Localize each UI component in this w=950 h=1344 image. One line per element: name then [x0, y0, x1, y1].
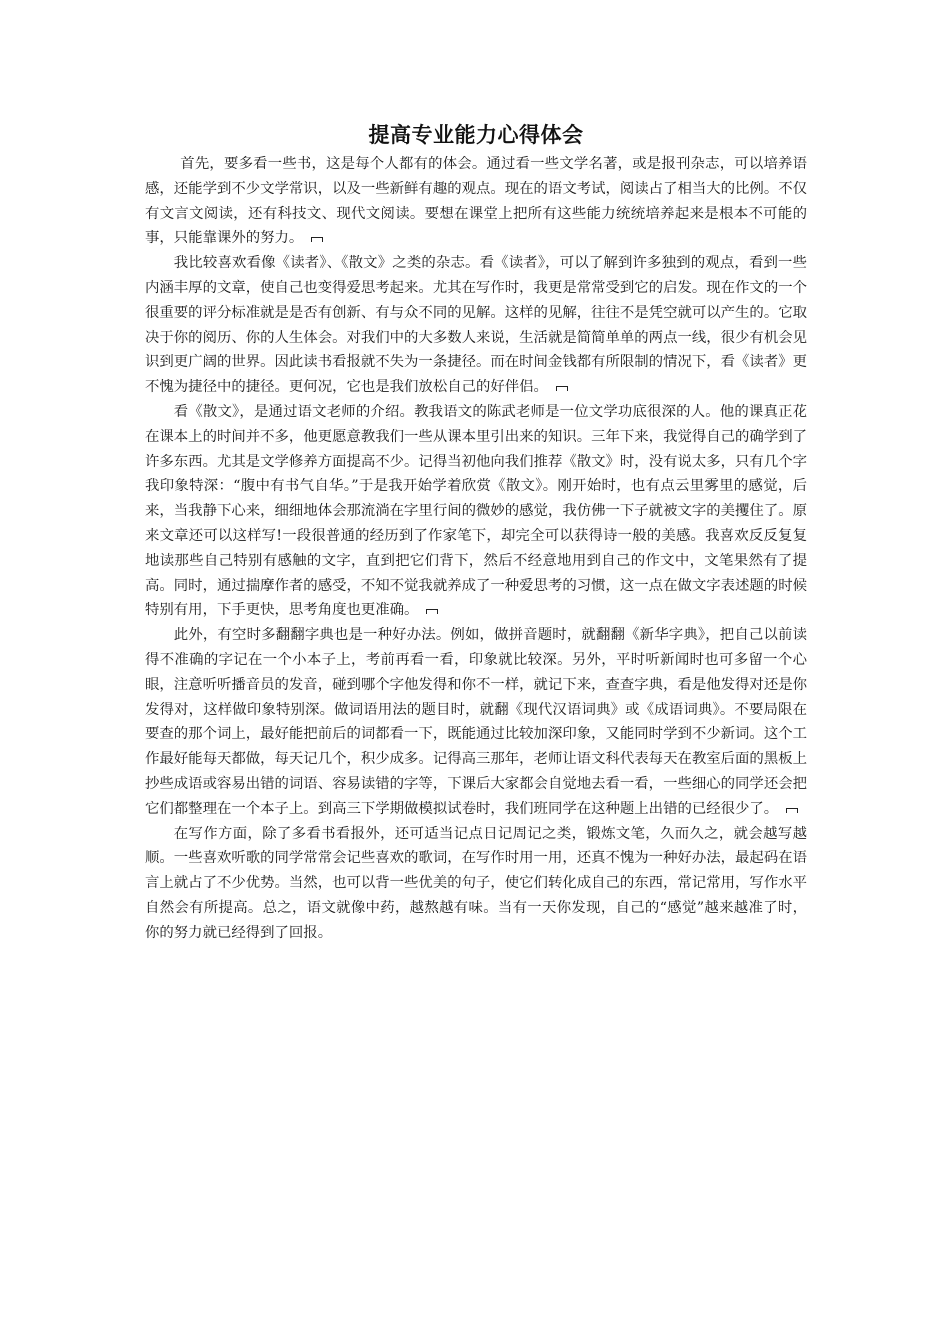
paragraph-mark-icon: [786, 805, 799, 814]
paragraph-text: 看《散文》，是通过语文老师的介绍。教我语文的陈武老师是一位文学功底很深的人。他的课真正花在课本上的时间并不多，他更愿意教我们一些从课本里引出来的知识。三年下来，我觉得自己的确学到了许多东西。尤其是文学修养方面提高不少。记得当初他向我们推荐《散文》时，没有说太多，只有几个字我印象特深：“腹中有书气自华。”于是我开始学着欣赏《散文》。刚开始时，也有点云里雾里的感觉，后来，当我静下心来，细细地体会那流淌在字里行间的微妙的感觉，我仿佛一下子就被文字的美攫住了。原来文章还可以这样写!一段很普通的经历到了作家笔下，却完全可以获得诗一般的美感。我喜欢反反复复地读那些自己特别有感触的文字，直到把它们背下，然后不经意地用到自己的作文中，文笔果然有了提高。同时，通过揣摩作者的感受，不知不觉我就养成了一种爱思考的习惯，这一点在做文字表述题的时候特别有用，下手更快，思考角度也更准确。: [145, 403, 807, 619]
paragraph-text: 我比较喜欢看像《读者》、《散文》之类的杂志。看《读者》，可以了解到许多独到的观点，看到一些内涵丰厚的文章，使自己也变得爱思考起来。尤其在写作时，我更是常常受到它的启发。现在作文的一个很重要的评分标准就是是否有创新、有与众不同的见解。这样的见解，往往不是凭空就可以产生的。它取决于你的阅历、你的人生体会。对我们中的大多数人来说，生活就是简简单单的两点一线，很少有机会见识到更广阔的世界。因此读书看报就不失为一条捷径。而在时间金钱都有所限制的情况下，看《读者》更不愧为捷径中的捷径。更何况，它也是我们放松自己的好伴侣。: [145, 255, 807, 396]
paragraph-text: 在写作方面，除了多看书看报外，还可适当记点日记周记之类，锻炼文笔，久而久之，就会越写越顺。一些喜欢听歌的同学常常会记些喜欢的歌词，在写作时用一用，还真不愧为一种好办法，最起码在语言上就占了不少优势。当然，也可以背一些优美的句子，使它们转化成自己的东西，常记常用，写作水平自然会有所提高。总之，语文就像中药，越熬越有味。当有一天你发现，自己的“感觉”越来越准了时，你的努力就已经得到了回报。: [145, 825, 807, 941]
paragraph-mark-icon: [556, 383, 569, 392]
paragraph-4: [145, 623, 807, 821]
paragraph-mark-icon: [311, 234, 324, 243]
paragraph-1: [145, 152, 807, 251]
document-body: [145, 118, 807, 946]
paragraph-text: 此外，有空时多翻翻字典也是一种好办法。例如，做拼音题时，就翻翻《新华字典》，把自己以前读得不准确的字记在一个小本子上，考前再看一看，印象就比较深。另外，平时听新闻时也可多留一个心眼，注意听听播音员的发音，碰到哪个字他发得和你不一样，就记下来，查查字典，看是他发得对还是你发得对，这样做印象特别深。做词语用法的题目时，就翻《现代汉语词典》或《成语词典》。不要局限在要查的那个词上，最好能把前后的词都看一下，既能通过比较加深印象，又能同时学到不少新词。这个工作最好能每天都做，每天记几个，积少成多。记得高三那年，老师让语文科代表每天在教室后面的黑板上抄些成语或容易出错的词语、容易读错的字等，下课后大家都会自觉地去看一看，一些细心的同学还会把它们都整理在一个本子上。到高三下学期做模拟试卷时，我们班同学在这种题上出错的已经很少了。: [145, 627, 807, 817]
paragraph-2: [145, 251, 807, 400]
document-title: 提高专业能力心得体会: [368, 123, 584, 147]
paragraph-text: 首先，要多看一些书，这是每个人都有的体会。通过看一些文学名著，或是报刊杂志，可以培养语感，还能学到不少文学常识，以及一些新鲜有趣的观点。现在的语文考试，阅读占了相当大的比例。不仅有文言文阅读，还有科技文、现代文阅读。要想在课堂上把所有这些能力统统培养起来是根本不可能的事，只能靠课外的努力。: [145, 156, 807, 247]
paragraph-5: [145, 822, 807, 946]
paragraph-3: [145, 400, 807, 623]
paragraph-mark-icon: [426, 606, 439, 615]
